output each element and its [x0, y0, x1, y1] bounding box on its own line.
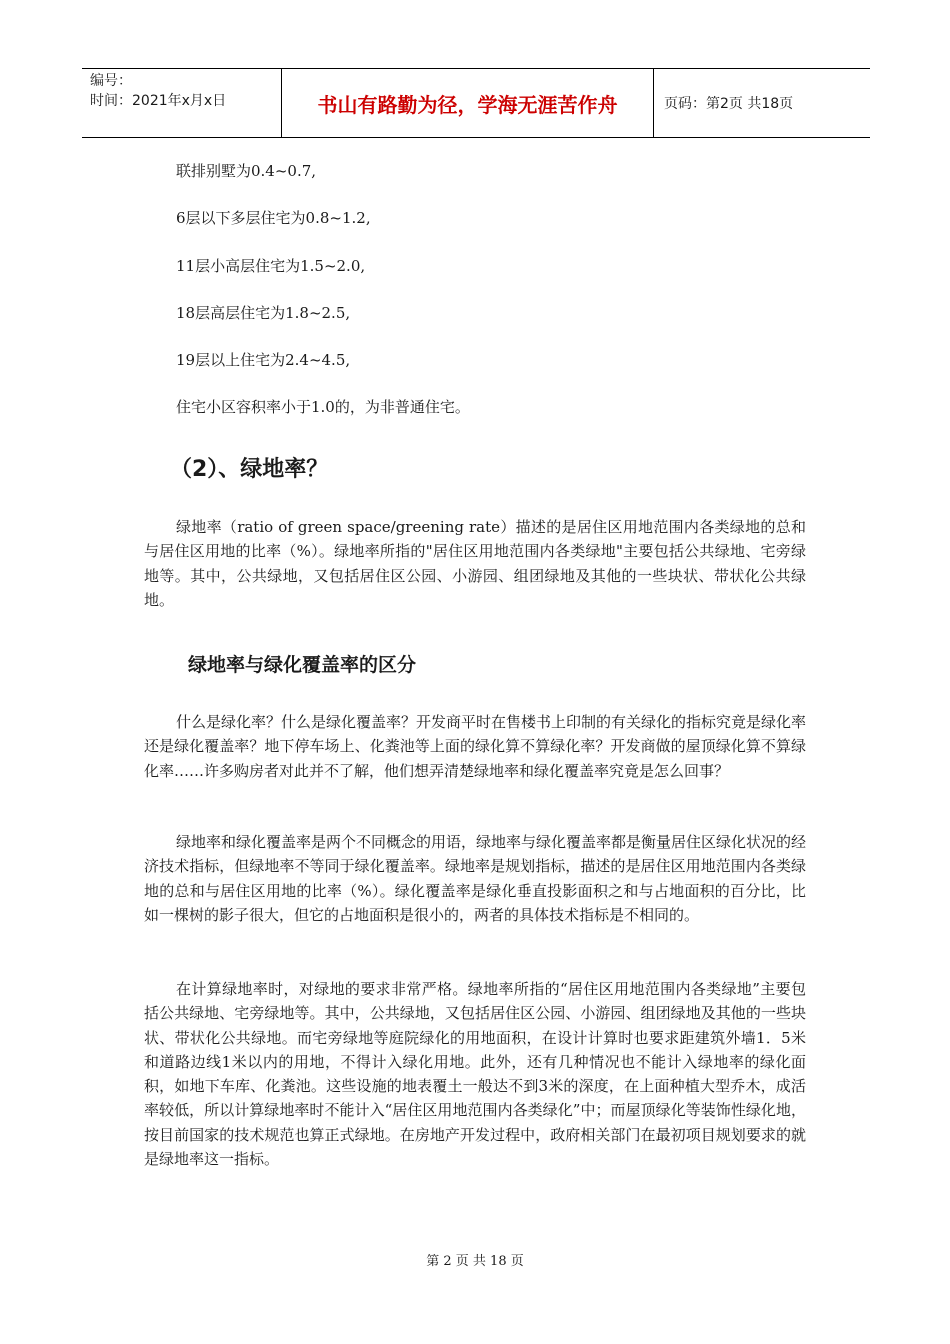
page-footer: 第 2 页 共 18 页: [426, 1254, 524, 1269]
paragraph: 绿地率（ratio of green space/greening rate）描述的是居住区用地范围内各类绿地的总和与居住区用地的比率（%）。绿地率所指的"居住区用地范围内各类绿地"主要包括公共绿地、宅旁绿地等。其中，公共绿地，又包括居住区公园、小游园、组团绿地及其他的一些块状、带状化公共绿地。: [144, 518, 806, 609]
ratio-line: 6层以下多层住宅为0.8~1.2,: [176, 209, 371, 227]
ratio-line: 11层小高层住宅为1.5~2.0,: [176, 257, 366, 275]
paragraph: 在计算绿地率时，对绿地的要求非常严格。绿地率所指的“居住区用地范围内各类绿地”主要包括公共绿地、宅旁绿地等。其中，公共绿地，又包括居住区公园、小游园、组团绿地及其他的一些块状、带状化公共绿地。而宅旁绿地等庭院绿化的用地面积，在设计计算时也要求距建筑外墙1．5米和道路边线1米以内的用地，不得计入绿化用地。此外，还有几种情况也不能计入绿地率的绿化面积，如地下车库、化粪池。这些设施的地表覆土一般达不到3米的深度，在上面种植大型乔木，成活率较低，所以计算绿地率时不能计入“居住区用地范围内各类绿化”中；而屋顶绿化等装饰性绿化地，按目前国家的技术规范也算正式绿地。在房地产开发过程中，政府相关部门在最初项目规划要求的就是绿地率这一指标。: [144, 980, 806, 1169]
ratio-line: 19层以上住宅为2.4~4.5,: [176, 351, 351, 369]
code-label: 编号：: [90, 73, 132, 89]
section-title: （2）、绿地率？: [170, 457, 329, 482]
ratio-line: 18层高层住宅为1.8~2.5,: [176, 304, 351, 322]
paragraph: 绿地率和绿化覆盖率是两个不同概念的用语，绿地率与绿化覆盖率都是衡量居住区绿化状况的经济技术指标，但绿地率不等同于绿化覆盖率。绿地率是规划指标，描述的是居住区用地范围内各类绿地的总和与居住区用地的比率（%）。绿化覆盖率是绿化垂直投影面积之和与占地面积的百分比，比如一棵树的影子很大，但它的占地面积是很小的，两者的具体技术指标是不相同的。: [144, 833, 807, 924]
date-label: 时间：2021年x月x日: [90, 93, 227, 109]
paragraph: 什么是绿化率？什么是绿化覆盖率？开发商平时在售楼书上印制的有关绿化的指标究竟是绿化率还是绿化覆盖率？地下停车场上、化粪池等上面的绿化算不算绿化率？开发商做的屋顶绿化算不算绿化率……许多购房者对此并不了解，他们想弄清楚绿地率和绿化覆盖率究竟是怎么回事？: [144, 713, 807, 780]
motto-text: 书山有路勤为径，学海无涯苦作舟: [317, 92, 618, 117]
document-header: [82, 68, 870, 138]
ratio-line: 住宅小区容积率小于1.0的，为非普通住宅。: [176, 398, 470, 416]
header-meta: [82, 69, 282, 137]
ratio-line: 联排别墅为0.4~0.7,: [176, 162, 317, 180]
subsection-title: 绿地率与绿化覆盖率的区分: [188, 654, 417, 676]
header-motto-cell: [282, 69, 654, 137]
page-info: 页码：第2页 共18页: [664, 96, 794, 112]
